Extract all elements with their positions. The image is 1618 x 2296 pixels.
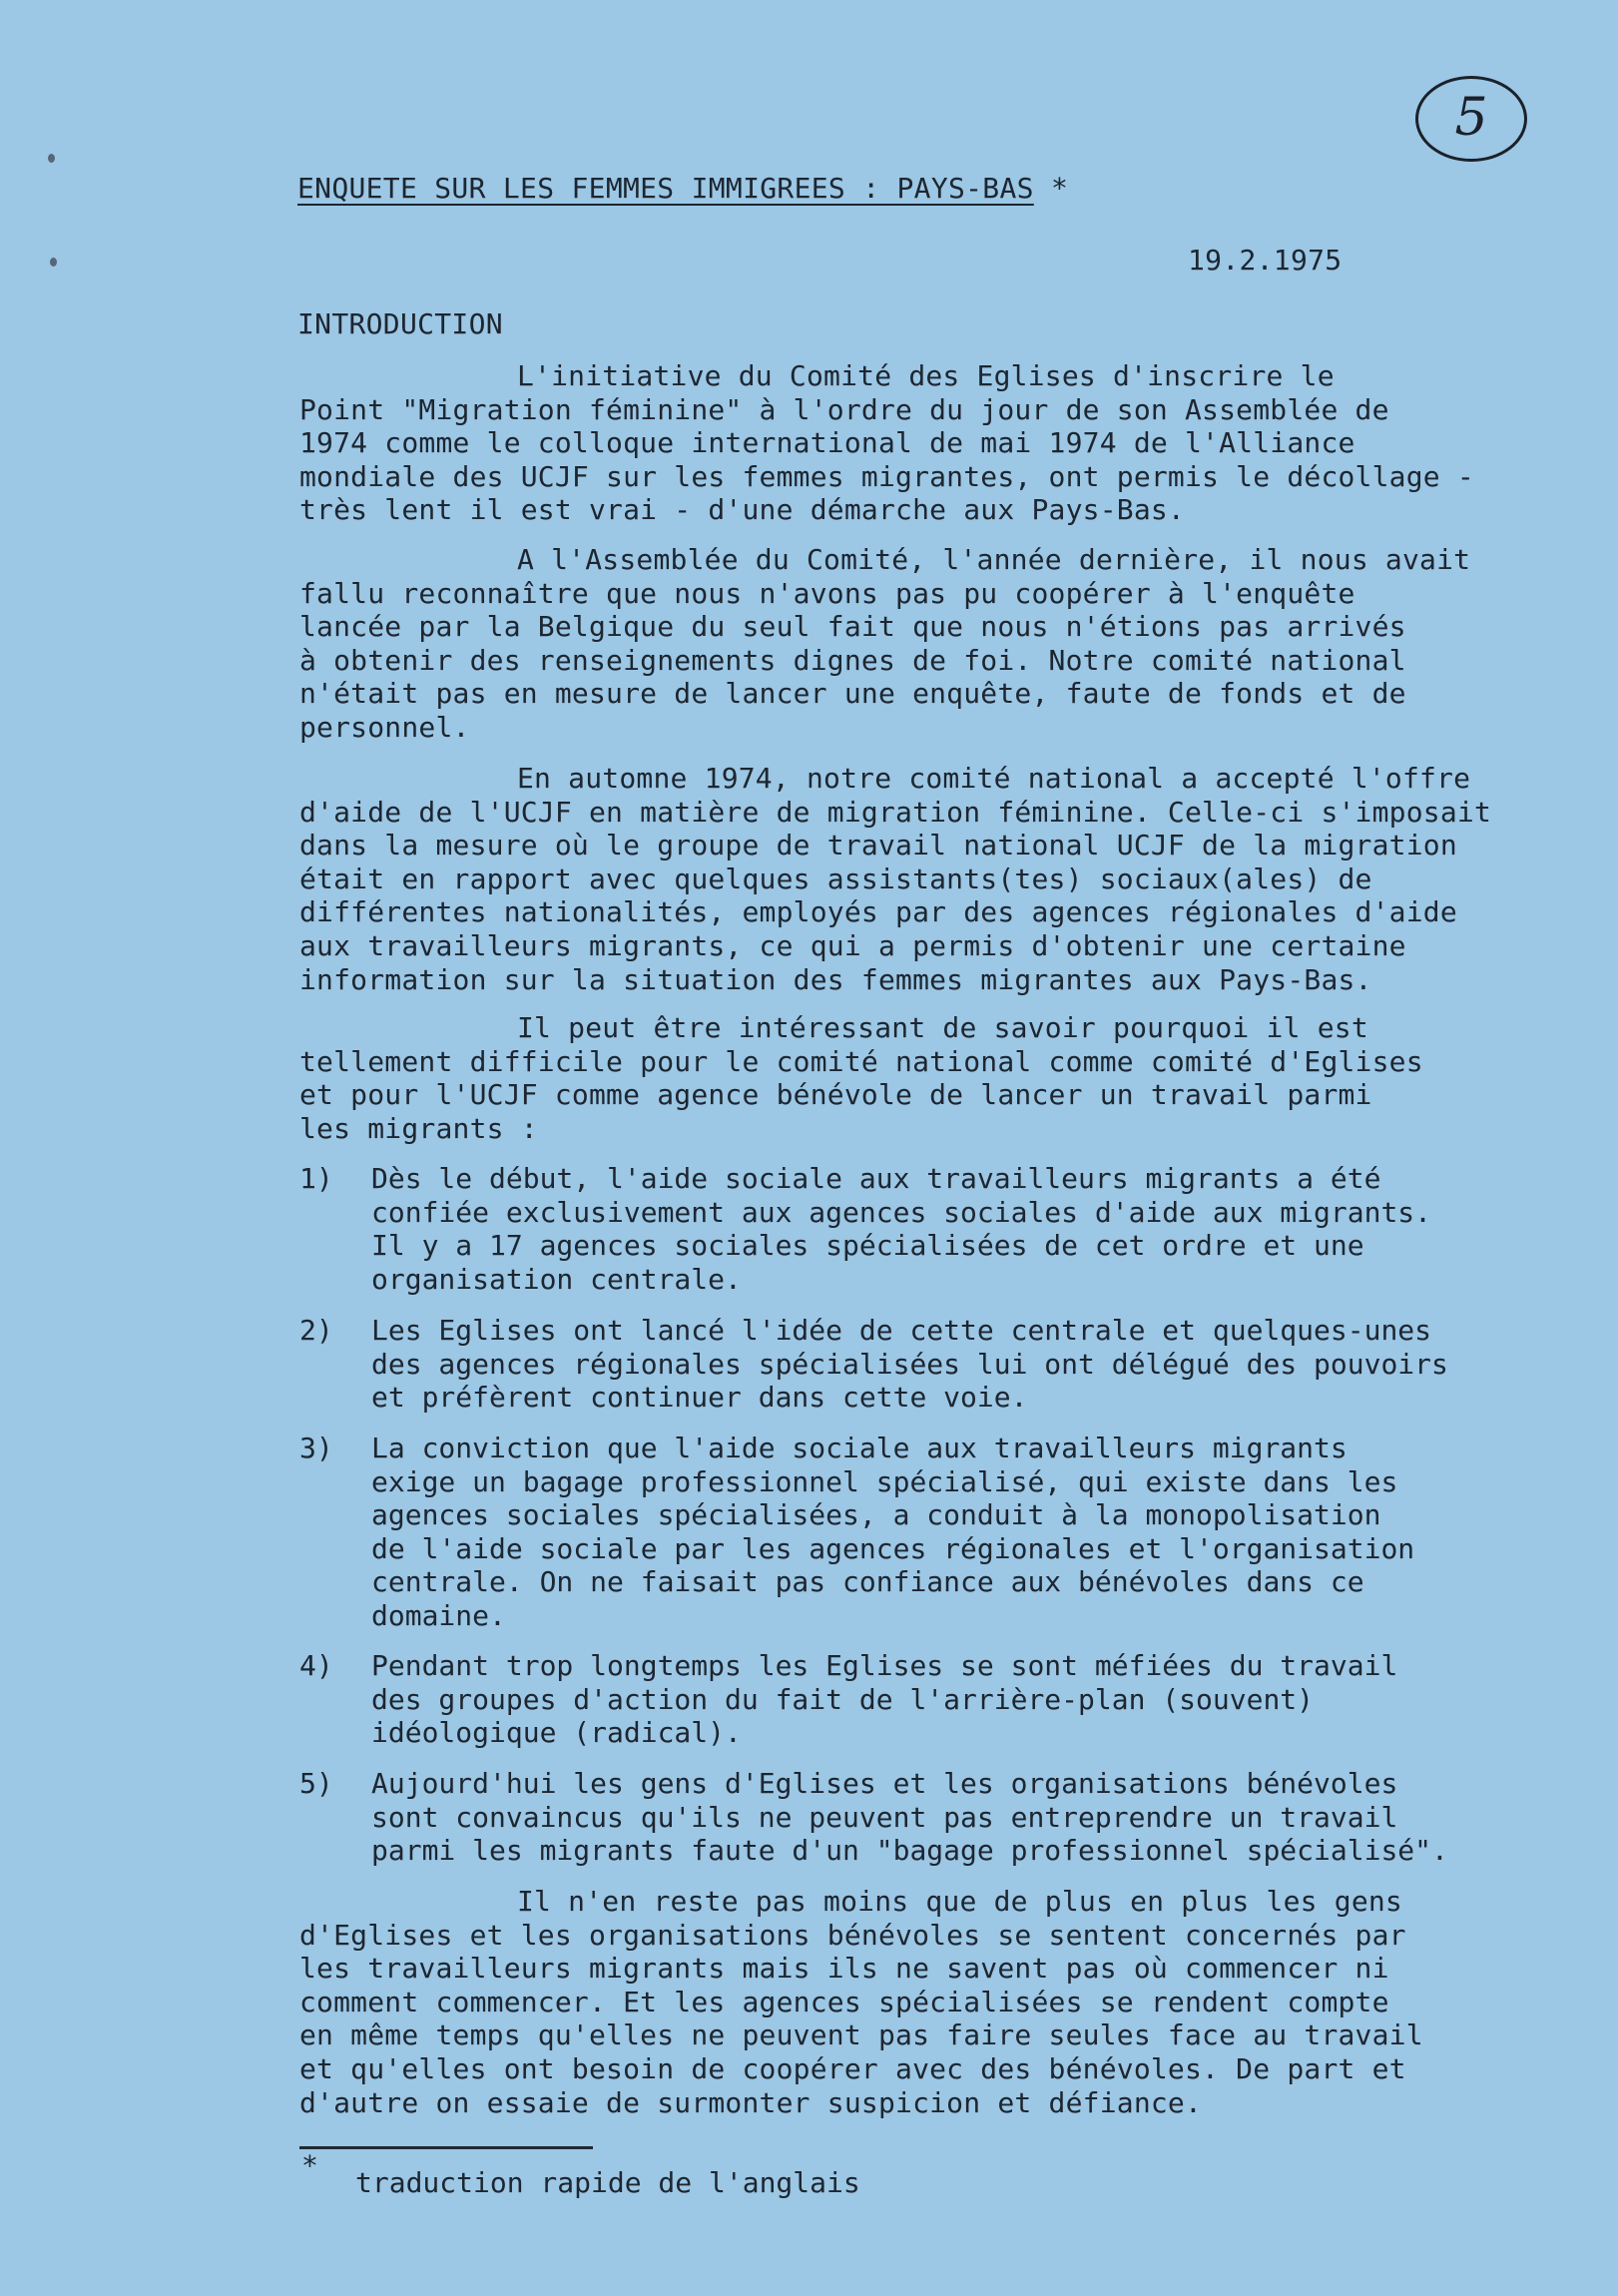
- document-title-text: ENQUETE SUR LES FEMMES IMMIGREES : PAYS-BAS: [297, 172, 1034, 205]
- list-item-text: Dès le début, l'aide sociale aux travailleurs migrants a été confiée exclusivement aux agences sociales d'aide aux migrants. Il y a 17 agences sociales spécialisées de cet ordre et une organisation centrale.: [371, 1162, 1432, 1296]
- circled-page-number: 5: [1415, 76, 1527, 162]
- list-item-text: Pendant trop longtemps les Eglises se sont méfiées du travail des groupes d'action du fait de l'arrière-plan (souvent) idéologique (radical).: [371, 1649, 1398, 1750]
- section-heading: INTRODUCTION: [297, 307, 503, 340]
- footnote-mark: *: [301, 2149, 318, 2182]
- punch-hole-mark-top: [48, 154, 55, 163]
- paragraph-2: A l'Assemblée du Comité, l'année dernière, il nous avait fallu reconnaître que nous n'avons pas pu coopérer à l'enquête lancée par la Belgique du seul fait que nous n'étions pas arrivés à obtenir des renseignements dignes de foi. Notre comité national n'était pas en mesure de lancer une enquête, faute de fonds et de personnel.: [299, 543, 1471, 744]
- paragraph-3: En automne 1974, notre comité national a accepté l'offre d'aide de l'UCJF en matière de migration féminine. Celle-ci s'imposait dans la mesure où le groupe de travail national UCJF de la migration était en rapport avec quelques assistants(tes) sociaux(ales) de différentes nationalités, employés par des agences régionales d'aide aux travailleurs migrants, ce qui a permis d'obtenir une certaine information sur la situation des femmes migrantes aux Pays-Bas.: [299, 762, 1492, 996]
- paragraph-1: L'initiative du Comité des Eglises d'inscrire le Point "Migration féminine" à l'ordre du jour de son Assemblée de 1974 comme le colloque international de mai 1974 de l'Alliance mondiale des UCJF sur les femmes migrantes, ont permis le décollage - très lent il est vrai - d'une démarche aux Pays-Bas.: [299, 359, 1474, 527]
- footnote-text: traduction rapide de l'anglais: [355, 2166, 860, 2199]
- list-item-number: 4): [299, 1649, 333, 1682]
- title-footnote-mark: *: [1050, 172, 1069, 205]
- list-item-number: 2): [299, 1314, 333, 1347]
- list-item-number: 3): [299, 1432, 333, 1464]
- list-item-number: 5): [299, 1767, 333, 1800]
- document-title: [297, 172, 1068, 206]
- paragraph-4: Il peut être intéressant de savoir pourquoi il est tellement difficile pour le comité national comme comité d'Eglises et pour l'UCJF comme agence bénévole de lancer un travail parmi les migrants :: [299, 1011, 1423, 1145]
- list-item-text: Aujourd'hui les gens d'Eglises et les organisations bénévoles sont convaincus qu'ils ne peuvent pas entreprendre un travail parmi les migrants faute d'un "bagage professionnel spécialisé".: [371, 1767, 1448, 1868]
- list-item-number: 1): [299, 1162, 333, 1195]
- footnote-divider: [299, 2146, 593, 2149]
- punch-hole-mark-bottom: [50, 258, 57, 267]
- document-date: 19.2.1975: [1188, 244, 1343, 277]
- closing-paragraph: Il n'en reste pas moins que de plus en plus les gens d'Eglises et les organisations bénévoles se sentent concernés par les travailleurs migrants mais ils ne savent pas où commencer ni comment commencer. Et les agences spécialisées se rendent compte en même temps qu'elles ne peuvent pas faire seules face au travail et qu'elles ont besoin de coopérer avec des bénévoles. De part et d'autre on essaie de surmonter suspicion et défiance.: [299, 1885, 1423, 2119]
- list-item-text: Les Eglises ont lancé l'idée de cette centrale et quelques-unes des agences régionales spécialisées lui ont délégué des pouvoirs et préfèrent continuer dans cette voie.: [371, 1314, 1448, 1415]
- list-item-text: La conviction que l'aide sociale aux travailleurs migrants exige un bagage professionnel spécialisé, qui existe dans les agences sociales spécialisées, a conduit à la monopolisation de l'aide sociale par les agences régionales et l'organisation centrale. On ne faisait pas confiance aux bénévoles dans ce domaine.: [371, 1432, 1415, 1632]
